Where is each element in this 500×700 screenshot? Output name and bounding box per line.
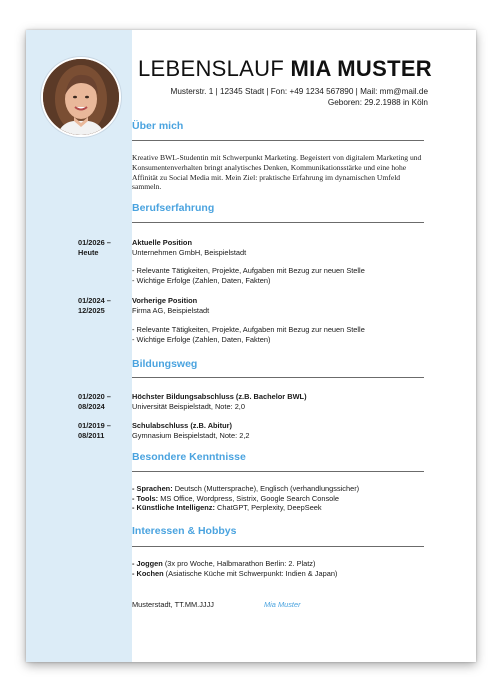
section-divider [132, 140, 424, 141]
skill-item [132, 494, 432, 504]
date-start: 01/2020 – [78, 392, 111, 401]
section-title-experience: Berufserfahrung [132, 202, 215, 214]
entry-subtitle: Firma AG, Beispielstadt [132, 305, 210, 315]
education-entry [132, 421, 432, 440]
date-end: 08/2011 [78, 430, 105, 440]
contact-block [138, 86, 428, 108]
about-text: Kreative BWL-Studentin mit Schwerpunkt Marketing. Begeistert von digitalem Marketing und Konsumentenverhalten bringt analytisches Denken, Kommunikationsstärke und eine hohe Affinität zu Social Media mit. Mein Ziel: praktische Erfahrung im dynamischen Umfeld sammeln. [132, 153, 422, 192]
birth-line: Geboren: 29.2.1988 in Köln [327, 98, 428, 107]
section-divider [132, 222, 424, 223]
date-start: 01/2019 – [78, 421, 111, 430]
experience-entry [132, 296, 432, 315]
experience-date [78, 238, 130, 257]
skill-text: MS Office, Wordpress, Sistrix, Google Search Console [158, 493, 340, 503]
date-end: 12/2025 [78, 305, 105, 315]
experience-bullets [132, 325, 432, 344]
entry-title: Höchster Bildungsabschluss (z.B. Bachelor BWL) [132, 392, 307, 401]
hobby-item [132, 569, 432, 579]
experience-bullets [132, 266, 432, 285]
entry-title: Schulabschluss (z.B. Abitur) [132, 421, 232, 430]
contact-line: Musterstr. 1 | 12345 Stadt | Fon: +49 1234 567890 | Mail: mm@mail.de [170, 87, 428, 96]
education-entry [132, 392, 432, 411]
date-end: Heute [78, 247, 99, 257]
skills-list [132, 484, 432, 513]
entry-subtitle: Gymnasium Beispielstadt, Note: 2,2 [132, 430, 250, 440]
experience-date [78, 296, 130, 315]
hobby-text: (3x pro Woche, Halbmarathon Berlin: 2. Platz) [162, 559, 316, 568]
section-divider [132, 546, 424, 547]
hobby-text: (Asiatische Küche mit Schwerpunkt: Indien & Japan) [163, 568, 338, 578]
title-name: MIA MUSTER [290, 56, 432, 81]
bullet-item: - Wichtige Erfolge (Zahlen, Daten, Fakten) [132, 275, 271, 285]
education-date [78, 421, 130, 440]
profile-photo [41, 57, 121, 137]
entry-subtitle: Unternehmen GmbH, Beispielstadt [132, 247, 247, 257]
hobbies-list [132, 559, 432, 578]
section-title-education: Bildungsweg [132, 358, 198, 370]
skill-text: ChatGPT, Perplexity, DeepSeek [214, 503, 322, 513]
skill-text: Deutsch (Muttersprache), Englisch (verhandlungssicher) [172, 484, 360, 493]
hobby-label: - Kochen [132, 568, 164, 578]
skill-label: - Künstliche Intelligenz: [132, 503, 215, 513]
section-title-hobbies: Interessen & Hobbys [132, 525, 237, 537]
section-divider [132, 471, 424, 472]
skill-label: - Tools: [132, 493, 159, 503]
bullet-item: - Wichtige Erfolge (Zahlen, Daten, Fakten) [132, 334, 271, 344]
place-date: Musterstadt, TT.MM.JJJJ [132, 600, 214, 609]
hobby-item [132, 559, 432, 569]
date-start: 01/2026 – [78, 238, 111, 247]
portrait-image [43, 59, 119, 135]
bullet-item: - Relevante Tätigkeiten, Projekte, Aufgaben mit Bezug zur neuen Stelle [132, 266, 365, 275]
section-title-skills: Besondere Kenntnisse [132, 451, 246, 463]
title-prefix: LEBENSLAUF [138, 56, 285, 81]
date-end: 08/2024 [78, 401, 105, 411]
skill-item [132, 484, 432, 494]
entry-title: Aktuelle Position [132, 238, 192, 247]
skill-label: - Sprachen: [132, 484, 173, 493]
signature: Mia Muster [264, 600, 301, 609]
education-date [78, 392, 130, 411]
skill-item [132, 503, 432, 513]
date-start: 01/2024 – [78, 296, 111, 305]
page-title [138, 56, 432, 82]
entry-subtitle: Universität Beispielstadt, Note: 2,0 [132, 401, 245, 411]
bullet-item: - Relevante Tätigkeiten, Projekte, Aufgaben mit Bezug zur neuen Stelle [132, 325, 365, 334]
cv-page [26, 30, 476, 662]
section-divider [132, 377, 424, 378]
experience-entry [132, 238, 432, 257]
section-title-about: Über mich [132, 120, 184, 132]
entry-title: Vorherige Position [132, 296, 198, 305]
hobby-label: - Joggen [132, 559, 163, 568]
